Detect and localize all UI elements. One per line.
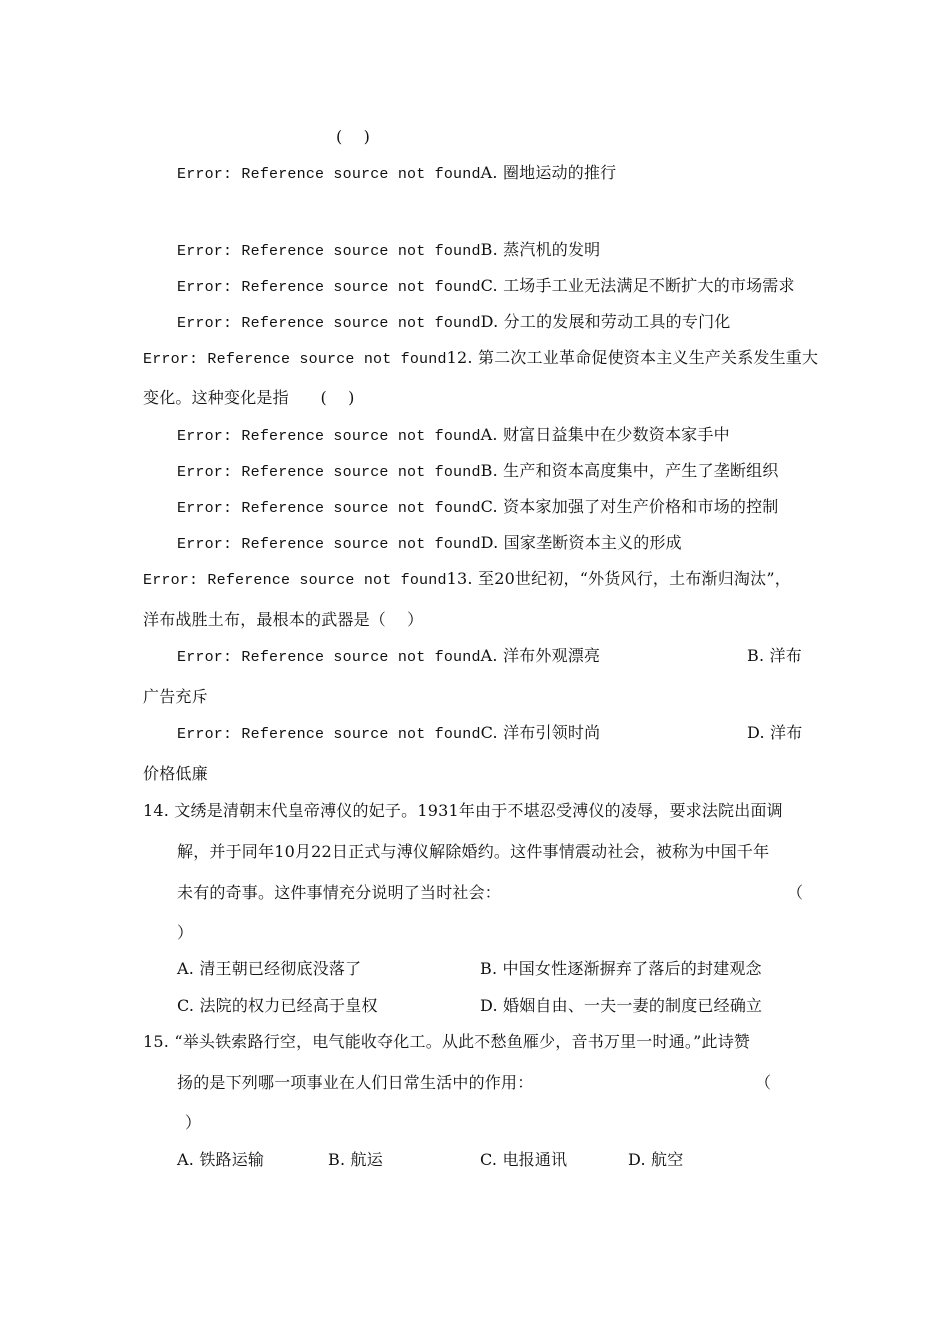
option-text: B. 中国女性逐渐摒弃了落后的封建观念 — [480, 959, 762, 978]
option-text: B. 航运 — [328, 1150, 383, 1169]
option-line — [177, 425, 730, 447]
option-line — [177, 163, 616, 185]
error-reference-text: Error: Reference source not found — [177, 536, 481, 553]
error-reference-text: Error: Reference source not found — [177, 464, 481, 481]
error-reference-text: Error: Reference source not found — [177, 279, 481, 296]
error-reference-text: Error: Reference source not found — [177, 649, 481, 666]
option-line — [177, 240, 600, 262]
option-text: B. 洋布 — [747, 646, 802, 665]
option-line — [177, 312, 731, 334]
question-line: 未有的奇事。这件事情充分说明了当时社会： — [177, 883, 502, 902]
option-text: A. 洋布外观漂亮 — [480, 646, 601, 665]
option-line — [177, 276, 795, 298]
answer-bracket: ( ) — [336, 127, 371, 146]
option-text: A. 圈地运动的推行 — [480, 163, 617, 182]
question-line: 解，并于同年10月22日正式与溥仪解除婚约。这件事情震动社会，被称为中国千年 — [177, 842, 770, 861]
option-text: C. 电报通讯 — [480, 1150, 568, 1169]
option-text: D. 分工的发展和劳动工具的专门化 — [480, 312, 731, 331]
answer-bracket: ） — [177, 923, 194, 942]
error-reference-text: Error: Reference source not found — [177, 166, 481, 183]
option-continuation: 价格低廉 — [143, 764, 208, 783]
option-text: A. 财富日益集中在少数资本家手中 — [480, 425, 730, 444]
question-text: 12. 第二次工业革命促使资本主义生产关系发生重大 — [446, 348, 819, 367]
error-reference-text: Error: Reference source not found — [177, 726, 481, 743]
option-line — [177, 533, 682, 555]
error-reference-text: Error: Reference source not found — [143, 351, 447, 368]
option-line — [177, 497, 779, 519]
question-line: 14. 文绣是清朝末代皇帝溥仪的妃子。1931年由于不堪忍受溥仪的凌辱，要求法院出面调 — [143, 801, 783, 820]
option-line — [177, 461, 779, 483]
error-reference-text: Error: Reference source not found — [177, 428, 481, 445]
question-line: 扬的是下列哪一项事业在人们日常生活中的作用： — [177, 1073, 534, 1092]
question-line — [143, 348, 818, 370]
answer-bracket: （ — [755, 1073, 772, 1092]
error-reference-text: Error: Reference source not found — [177, 315, 481, 332]
option-line — [177, 646, 600, 668]
error-reference-text: Error: Reference source not found — [143, 572, 447, 589]
answer-bracket: （ — [787, 883, 804, 902]
option-text: B. 蒸汽机的发明 — [480, 240, 601, 259]
question-line: 15. “举头铁索路行空，电气能收夺化工。从此不愁鱼雁少，音书万里一时通。”此诗赞 — [143, 1032, 751, 1051]
question-line: 变化。这种变化是指 ( ) — [143, 388, 355, 407]
option-line — [177, 723, 600, 745]
option-text: C. 工场手工业无法满足不断扩大的市场需求 — [480, 276, 795, 295]
option-text: C. 资本家加强了对生产价格和市场的控制 — [480, 497, 779, 516]
option-text: D. 航空 — [628, 1150, 684, 1169]
option-text: B. 生产和资本高度集中，产生了垄断组织 — [480, 461, 779, 480]
question-line: 洋布战胜土布，最根本的武器是（ ） — [143, 610, 424, 629]
answer-bracket: ） — [185, 1113, 202, 1132]
error-reference-text: Error: Reference source not found — [177, 243, 481, 260]
question-line — [143, 569, 791, 591]
option-text: C. 法院的权力已经高于皇权 — [177, 996, 378, 1015]
option-text: D. 国家垄断资本主义的形成 — [480, 533, 682, 552]
option-text: D. 婚姻自由、一夫一妻的制度已经确立 — [480, 996, 763, 1015]
option-text: A. 清王朝已经彻底没落了 — [177, 959, 362, 978]
option-continuation: 广告充斥 — [143, 687, 208, 706]
option-text: A. 铁路运输 — [177, 1150, 265, 1169]
option-text: D. 洋布 — [747, 723, 803, 742]
question-text: 13. 至20世纪初，“外货风行，土布渐归淘汰”， — [446, 569, 791, 588]
error-reference-text: Error: Reference source not found — [177, 500, 481, 517]
option-text: C. 洋布引领时尚 — [480, 723, 601, 742]
